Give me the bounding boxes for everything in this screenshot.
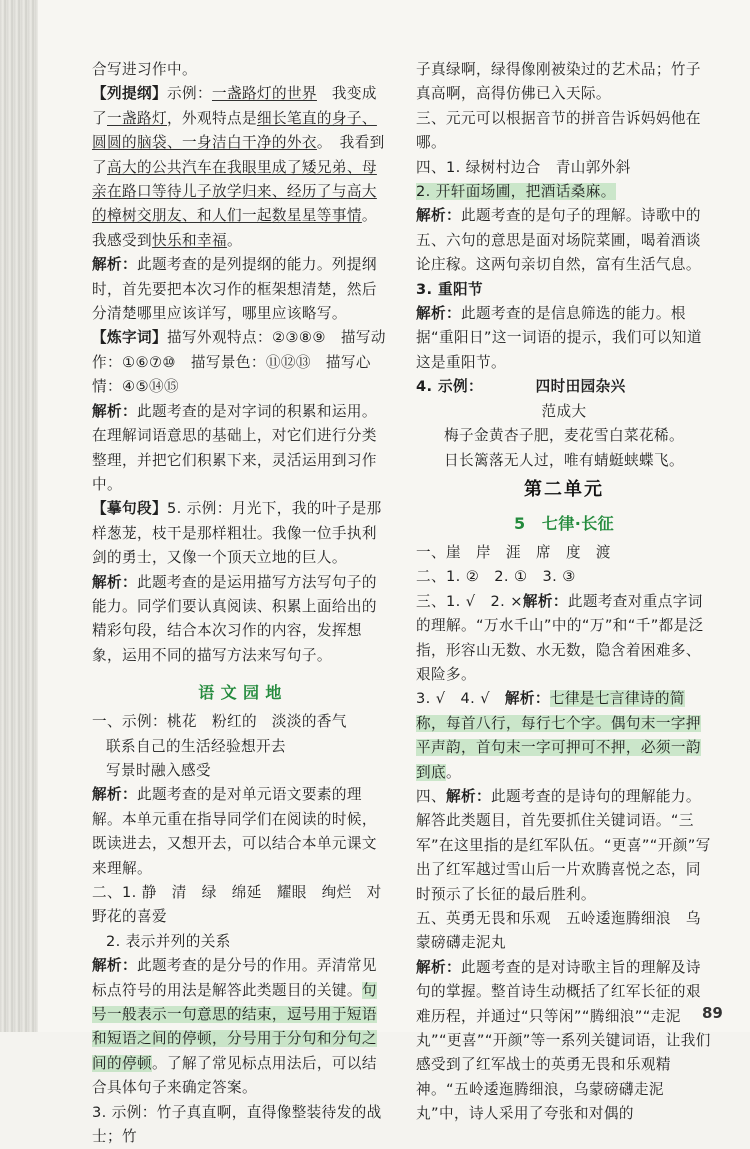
page-number: 89 bbox=[702, 1004, 723, 1022]
sentence-practice-section bbox=[92, 497, 388, 570]
analysis bbox=[416, 590, 712, 688]
text-line: 子真绿啊，绿得像刚被染过的艺术品；竹子真高啊，高得仿佛已入天际。 bbox=[416, 61, 701, 103]
underlined-text: 快乐和幸福 bbox=[151, 231, 227, 249]
analysis-text: 此题考查的是运用描写方法写句子的能力。同学们要认真阅读、积累上面给出的精彩句段，结合本次习作的内容，发挥想象，运用不同的描写方法来写句子。 bbox=[92, 573, 377, 664]
analysis-label: 解析： bbox=[92, 957, 137, 975]
analysis-label: 解析： bbox=[416, 958, 461, 976]
analysis bbox=[416, 956, 712, 1127]
section-label: 【列提纲】 bbox=[92, 85, 167, 103]
analysis bbox=[416, 785, 712, 907]
text: 示例： bbox=[166, 85, 212, 103]
text-line: 一、崖 岸 涯 席 度 渡 bbox=[416, 543, 611, 561]
poem-line: 梅子金黄杏子肥，麦花雪白菜花稀。 bbox=[444, 427, 684, 445]
watermark-logo bbox=[670, 972, 750, 1028]
section-title: 语 文 园 地 bbox=[198, 683, 282, 703]
text-line: 三、元元可以根据音节的拼音告诉妈妈他在哪。 bbox=[416, 109, 701, 152]
left-column bbox=[92, 58, 388, 1149]
unit-title: 第二单元 bbox=[524, 478, 604, 500]
analysis-text: 。了解了常见标点用法后，可以结合具体句子来确定答案。 bbox=[92, 1054, 377, 1097]
answer-page bbox=[38, 0, 750, 1146]
underlined-text: 一盏路灯 bbox=[107, 109, 167, 127]
underlined-text: 一盏路灯的世界 bbox=[211, 85, 317, 103]
analysis-text: 此题考查对重点字词的理解。“万水千山”中的“万”和“千”都是泛指，形容山无数、水无数，隐含着困难多、艰险多。 bbox=[416, 592, 704, 683]
highlighted-text: 七律是七言律诗的简称，每首八行，每行七个字。偶句末一字押平声韵，首句末一字可押可不押，必须一韵到底 bbox=[416, 690, 701, 781]
analysis-text: 此题考查的是信息筛选的能力。根据“重阳日”这一词语的提示，我们可以知道这是重阳节。 bbox=[416, 305, 702, 371]
text: 5. 示例：月光下，我的叶子是那样葱茏，枝干是那样粗壮。我像一位手执利剑的勇士，又像一个顶天立地的巨人。 bbox=[92, 500, 382, 567]
analysis bbox=[416, 302, 712, 375]
text-line: 3. 重阳节 bbox=[416, 280, 483, 298]
analysis-label: 解析： bbox=[522, 592, 568, 610]
analysis-text: 此题考查的是对单元语文要素的理解。本单元重在指导同学们在阅读的时候，既读进去，又想开去，可以结合本单元课文来理解。 bbox=[92, 786, 377, 877]
text-line: 写景时融入感受 bbox=[106, 761, 211, 779]
analysis bbox=[92, 783, 388, 881]
analysis-label: 解析： bbox=[92, 573, 137, 591]
book-spine bbox=[0, 0, 38, 1032]
text: 。 我看到了 bbox=[92, 134, 385, 176]
underlined-text: 高大的公共汽车在我眼里成了矮兄弟、母亲在路口等待儿子放学归来、经历了与高大的樟树交朋友、和人们一起数星星等事情 bbox=[92, 158, 377, 225]
text-line: 五、英勇无畏和乐观 五岭逶迤腾细浪 乌蒙磅礴走泥丸 bbox=[416, 910, 701, 952]
analysis bbox=[92, 253, 388, 326]
analysis-text: 此题考查的是诗句的理解能力。解答此类题目，首先要抓住关键词语。“三军”在这里指的是红军队伍。“更喜”“开颜”写出了红军越过雪山后一片欢腾喜悦之态，同时预示了长征的最后胜利。 bbox=[416, 787, 711, 903]
analysis bbox=[416, 204, 712, 277]
analysis-label: 解析： bbox=[92, 402, 137, 420]
analysis-label: 解析： bbox=[92, 786, 137, 804]
text: 我变成了 bbox=[92, 85, 377, 127]
text-line: 一、示例：桃花 粉红的 淡淡的香气 bbox=[92, 713, 347, 731]
section-label: 【摹句段】 bbox=[92, 500, 167, 518]
text: 四、 bbox=[416, 787, 446, 805]
text-line: 二、1. 静 清 绿 绵延 耀眼 绚烂 对野花的喜爱 bbox=[92, 884, 382, 926]
spacer bbox=[92, 668, 388, 676]
text: 3. √ 4. √ bbox=[416, 690, 505, 708]
text-line bbox=[416, 180, 712, 204]
text-line: 四、1. 绿树村边合 青山郭外斜 bbox=[416, 158, 631, 176]
highlighted-text: 2. 开轩面场圃，把酒话桑麻。 bbox=[416, 183, 616, 201]
analysis-text: 此题考查的是列提纲的能力。列提纲时，首先要把本次习作的框架想清楚，然后分清楚哪里应该详写，哪里应该略写。 bbox=[92, 256, 377, 323]
poem-line: 日长篱落无人过，唯有蜻蜓蛱蝶飞。 bbox=[444, 451, 684, 469]
highlighted-text: 句号一般表示一句意思的结束，逗号用于短语和短语之间的停顿，分号用于分句和分句之间的停顿 bbox=[92, 981, 377, 1072]
text: 三、1. √ 2. × bbox=[416, 592, 523, 610]
poem-author: 范成大 bbox=[541, 402, 587, 420]
analysis-label: 解析： bbox=[416, 305, 461, 323]
analysis bbox=[92, 400, 388, 498]
analysis bbox=[92, 571, 388, 669]
text-line: 联系自己的生活经验想开去 bbox=[106, 737, 286, 755]
text: 。 bbox=[226, 231, 242, 249]
text-line: 合写进习作中。 bbox=[92, 61, 197, 78]
analysis-label: 解析： bbox=[446, 787, 491, 805]
underlined-text: 细长笔直的身子、圆圆的脑袋、一身洁白干净的外衣 bbox=[92, 109, 377, 152]
analysis bbox=[416, 687, 712, 785]
analysis-text: 此题考查的是分号的作用。弄清常见标点符号的用法是解答此类题目的关键。 bbox=[92, 957, 377, 999]
text-line: 二、1. ② 2. ① 3. ③ bbox=[416, 568, 576, 586]
analysis-label: 解析： bbox=[416, 207, 461, 225]
analysis-label: 解析： bbox=[92, 256, 137, 274]
analysis-text: 此题考查的是对诗歌主旨的理解及诗句的掌握。整首诗生动概括了红军长征的艰难历程，并通过“只等闲”“腾细浪”“走泥丸”“更喜”“开颜”等一系列关键词语，让我们感受到了红军战士的英勇无畏和乐观精神。“五岭逶迤腾细浪，乌蒙磅礴走泥丸”中，诗人采用了夸张和对偶的 bbox=[416, 958, 711, 1123]
lesson-title: 5 七律·长征 bbox=[513, 513, 614, 533]
text-line: 2. 表示并列的关系 bbox=[106, 932, 231, 950]
text-line: 3. 示例：竹子真直啊，直得像整装待发的战士；竹 bbox=[92, 1103, 382, 1146]
outline-section bbox=[92, 82, 388, 253]
analysis-text: 此题考查的是对字词的积累和运用。在理解词语意思的基础上，对它们进行分类整理，并把它们积累下来，灵活运用到习作中。 bbox=[92, 402, 377, 493]
text: 。 我感受到 bbox=[92, 207, 385, 249]
text: 描写外观特点：②③⑧⑨ 描写动作：①⑥⑦⑩ 描写景色：⑪⑫⑬ 描写心情：④⑤⑭⑮ bbox=[92, 329, 386, 396]
text-line: 4. 示例： 四时田园杂兴 bbox=[416, 378, 626, 396]
right-column bbox=[416, 58, 712, 1127]
text: ，外观特点是 bbox=[166, 109, 257, 127]
section-label: 【炼字词】 bbox=[92, 329, 167, 347]
analysis-label: 解析： bbox=[504, 690, 550, 708]
text: 。 bbox=[446, 763, 461, 781]
analysis bbox=[92, 954, 388, 1100]
analysis-text: 此题考查的是句子的理解。诗歌中的五、六句的意思是面对场院菜圃，喝着酒谈论庄稼。这两句亲切自然，富有生活气息。 bbox=[416, 207, 701, 274]
word-practice-section bbox=[92, 326, 388, 399]
